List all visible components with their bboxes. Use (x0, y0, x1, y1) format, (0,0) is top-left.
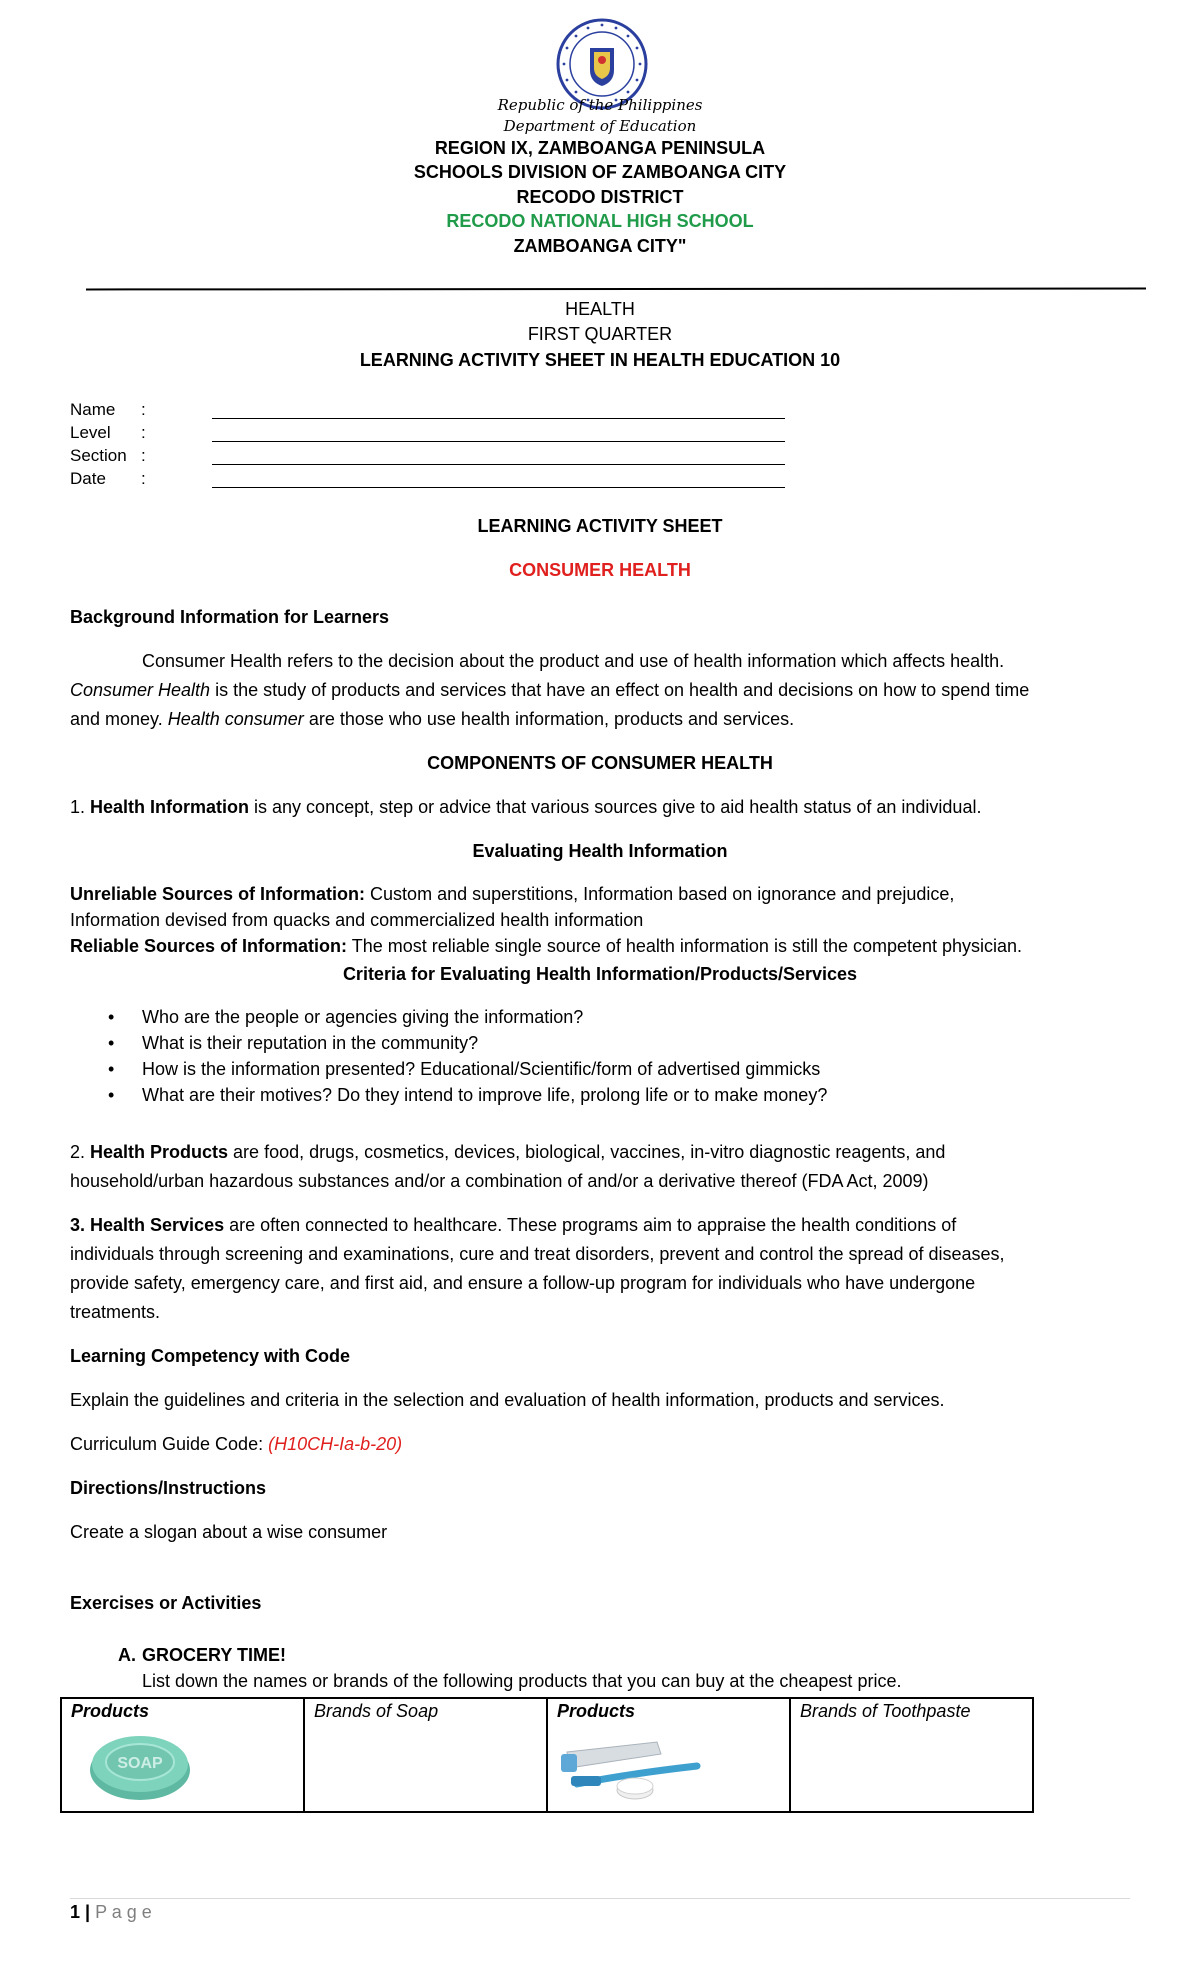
field-blank-line[interactable] (212, 441, 785, 442)
competency-heading: Learning Competency with Code (70, 1346, 351, 1366)
background-heading: Background Information for Learners (70, 607, 390, 627)
field-label: Name (70, 400, 116, 419)
unreliable-sources-line-2: Information devised from quacks and commercialized health information (70, 910, 644, 930)
form-field-name[interactable] (70, 400, 790, 422)
exercise-title: GROCERY TIME! (142, 1645, 287, 1665)
topic-title: CONSUMER HEALTH (509, 560, 691, 580)
soap-label: SOAP (117, 1755, 163, 1772)
list-item: • What is their reputation in the community? (70, 1030, 1170, 1056)
list-item: • What are their motives? Do they intend to improve life, prolong life or to make money? (70, 1082, 1170, 1108)
field-blank-line[interactable] (212, 487, 785, 488)
exercise-instructions: List down the names or brands of the following products that you can buy at the cheapest price. (142, 1671, 902, 1691)
criteria-list (70, 1004, 1170, 1108)
page-word: P a g e (95, 1902, 152, 1922)
field-label: Date (70, 469, 106, 488)
brands-of-toothpaste-cell[interactable] (790, 1698, 1033, 1812)
grocery-table (60, 1697, 1034, 1813)
page-footer (70, 1902, 152, 1923)
table-row (61, 1698, 1033, 1812)
exercises-heading: Exercises or Activities (70, 1593, 262, 1613)
table-header-products: Products (71, 1701, 150, 1721)
background-line-2: Consumer Health is the study of products and services that have an effect on health and decisions on how to spend time (70, 680, 1030, 700)
district-line: RECODO DISTRICT (516, 187, 684, 207)
component-health-services: 3. Health Services are often connected to healthcare. These programs aim to appraise the health conditions of individuals through screening and examinations, cure and treat disorders, prevent and control the spread of diseases, provide safety, emergency care, and first aid, and ensure a follow-up program for individuals who have undergone treatments. (70, 1215, 1005, 1322)
criteria-heading: Criteria for Evaluating Health Information/Products/Services (342, 964, 858, 984)
footer-divider (70, 1898, 1130, 1899)
toothpaste-image (557, 1724, 707, 1804)
subject-title: HEALTH (565, 299, 635, 319)
school-name: RECODO NATIONAL HIGH SCHOOL (446, 211, 754, 231)
sources-block (70, 881, 1170, 959)
table-header-products: Products (557, 1701, 636, 1721)
field-colon: : (141, 446, 146, 465)
background-line-1: Consumer Health refers to the decision about the product and use of health information which affects health. (142, 651, 1005, 671)
exercise-letter: A. (118, 1645, 136, 1665)
city-line: ZAMBOANGA CITY" (513, 236, 687, 256)
division-line: SCHOOLS DIVISION OF ZAMBOANGA CITY (413, 162, 787, 182)
page-separator: | (85, 1902, 91, 1922)
components-heading: COMPONENTS OF CONSUMER HEALTH (427, 753, 773, 773)
reliable-sources: Reliable Sources of Information: The most reliable single source of health information is still the competent physician. (70, 936, 1023, 956)
field-label: Level (70, 423, 111, 442)
field-colon: : (141, 423, 146, 442)
field-label: Section (70, 446, 127, 465)
header-divider (86, 288, 1146, 291)
table-header-brands-toothpaste: Brands of Toothpaste (800, 1701, 971, 1721)
list-item: • How is the information presented? Educational/Scientific/form of advertised gimmicks (70, 1056, 1170, 1082)
background-line-3: and money. Health consumer are those who use health information, products and services. (70, 709, 795, 729)
quarter-title: FIRST QUARTER (527, 324, 673, 344)
field-blank-line[interactable] (212, 418, 785, 419)
form-field-section[interactable] (70, 446, 790, 468)
field-blank-line[interactable] (212, 464, 785, 465)
form-field-level[interactable] (70, 423, 790, 445)
list-item: • Who are the people or agencies giving the information? (70, 1004, 1170, 1030)
component-health-information: 1. Health Information is any concept, step or advice that various sources give to aid health status of an individual. (70, 797, 982, 817)
table-header-brands-soap: Brands of Soap (314, 1701, 439, 1721)
curriculum-code: Curriculum Guide Code: (H10CH-Ia-b-20) (70, 1434, 403, 1454)
evaluating-heading: Evaluating Health Information (472, 841, 728, 861)
products-toothpaste-cell (547, 1698, 790, 1812)
directions-text: Create a slogan about a wise consumer (70, 1522, 388, 1542)
field-colon: : (141, 400, 146, 419)
field-colon: : (141, 469, 146, 488)
brands-of-soap-cell[interactable] (304, 1698, 547, 1812)
las-title: LEARNING ACTIVITY SHEET (477, 516, 723, 536)
competency-text: Explain the guidelines and criteria in the selection and evaluation of health information, products and services. (70, 1390, 945, 1410)
soap-bar-image (85, 1724, 195, 1804)
page-number: 1 (70, 1902, 81, 1922)
region-line: REGION IX, ZAMBOANGA PENINSULA (434, 138, 766, 158)
sheet-title: LEARNING ACTIVITY SHEET IN HEALTH EDUCATION 10 (359, 350, 841, 370)
directions-heading: Directions/Instructions (70, 1478, 267, 1498)
unreliable-sources: Unreliable Sources of Information: Custom and superstitions, Information based on ignorance and prejudice, (70, 884, 955, 904)
form-field-date[interactable] (70, 469, 790, 491)
republic-line: Republic of the Philippines (497, 96, 703, 114)
department-line: Department of Education (503, 117, 697, 135)
component-health-products: 2. Health Products are food, drugs, cosmetics, devices, biological, vaccines, in-vitro diagnostic reagents, and household/urban hazardous substances and/or a combination of and/or a derivative thereof (FDA Act, 2009) (70, 1142, 946, 1191)
background-paragraph (70, 647, 1170, 734)
products-soap-cell (61, 1698, 304, 1812)
